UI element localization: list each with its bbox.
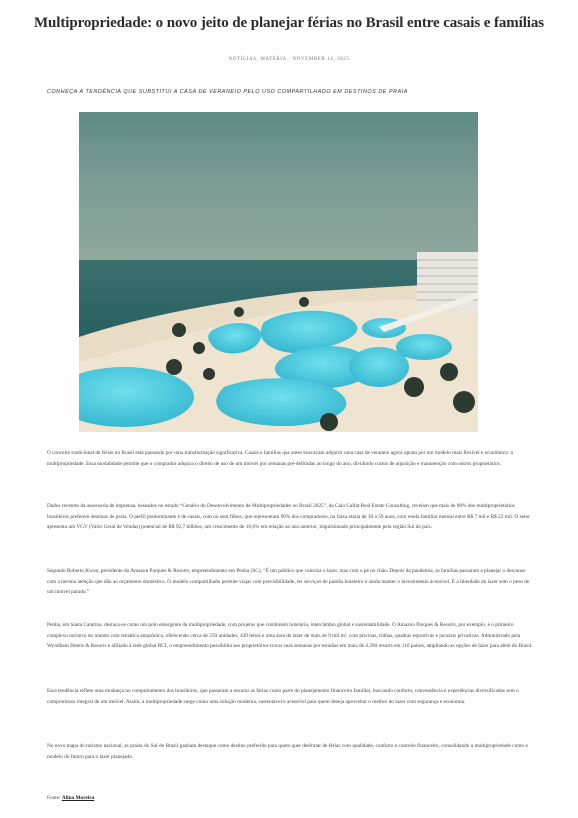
source-link[interactable]: Alina Moreira [61,795,95,801]
hero-image [79,112,478,432]
article-paragraph: No novo mapa do turismo nacional, as praias do Sul do Brasil ganham destaque como destino preferido para quem quer desfrutar de férias com qualidade, conforto e controle financeiro, consolidando a multipropriedade como o modelo do futuro para o lazer planejado. [47,743,528,760]
article-paragraph: Essa tendência reflete uma mudança no comportamento dos brasileiros, que passaram a encarar as férias como parte do planejamento financeiro familiar, buscando conforto, conveniência e experiências diversificadas sem o compromisso integral de um imóvel. Assim, a multipropriedade surge como uma solução moderna, sustentável e acessível para quem deseja aproveitar o melhor do lazer com segurança e economia. [47,688,519,705]
article-paragraph: O conceito tradicional de férias no Brasil está passando por uma transformação significativa. Casais e famílias que antes buscavam adquirir uma casa de veraneio agora optam por um modelo mais flexível e econômico: a multipropriedade. Essa modalidade permite que o comprador adquira o direito de uso de um imóvel por semanas pré-definidas ao longo do ano, dividindo custos de aquisição e manutenção com outros proprietários. [47,450,513,467]
article-subtitle: CONHEÇA A TENDÊNCIA QUE SUBSTITUI A CASA DE VERANEIO PELO USO COMPARTILHADO EM DESTINOS DE PRAIA [47,89,408,95]
article-paragraph: Dados recentes da assessoria de imprensa, baseados no estudo “Cenário do Desenvolvimento de Multipropriedades no Brasil 2025”, da Caio Calfat Real Estate Consulting, revelam que mais de 80% dos multiproprietários brasileiros preferem destinos de praia. O perfil predominante é de casais, com ou sem filhos, que representam 90% dos compradores, na faixa etária de 30 a 59 anos, com renda familiar mensal entre R$ 7 mil e R$ 22 mil. O setor apresenta um VGV (Valor Geral de Vendas) potencial de R$ 92,7 bilhões, um crescimento de 16,6% em relação ao ano anterior, impulsionado principalmente pela região Sul do país. [47,503,530,530]
article-paragraph: Segundo Roberto Kwon, presidente do Amazon Parques & Resorts, empreendimento em Penha (SC), “É um público que valoriza o lazer, mas com o pé no chão. Depois da pandemia, as famílias passaram a planejar o descanso com a mesma atenção que dão ao orçamento doméstico. O modelo compartilhado permite viajar com previsibilidade, ter serviços de padrão hoteleiro e ainda manter o investimento acessível. É a liberdade do lazer sem o peso de um imóvel parado.” [47,568,530,595]
source-label: Fonte: [47,795,61,801]
article-meta: NOTÍCIAS, MATÉRIA · NOVEMBER 14, 2025 [228,57,350,62]
article-source [47,795,94,801]
article-paragraph: Penha, em Santa Catarina, destaca-se como um polo emergente da multipropriedade, com projetos que combinem hotelaria, intercâmbio global e sustentabilidade. O Amazon Parques & Resorts, por exemplo, é o primeiro complexo turístico do mundo com temática amazônica, oferecendo cerca de 250 unidades, 420 leitos e uma área de lazer de mais de 9 mil m², com piscinas, trilhas, quadras esportivas e jacuzzis privativas. Administrado pela Wyndham Hotels & Resorts e afiliado à rede global RCI, o empreendimento possibilita aos proprietários trocar suas semanas por estadias em mais de 4.200 resorts em 110 países, ampliando as opções de lazer para além do Brasil. [47,622,533,649]
article-title: Multipropriedade: o novo jeito de planejar férias no Brasil entre casais e famílias [34,15,544,31]
